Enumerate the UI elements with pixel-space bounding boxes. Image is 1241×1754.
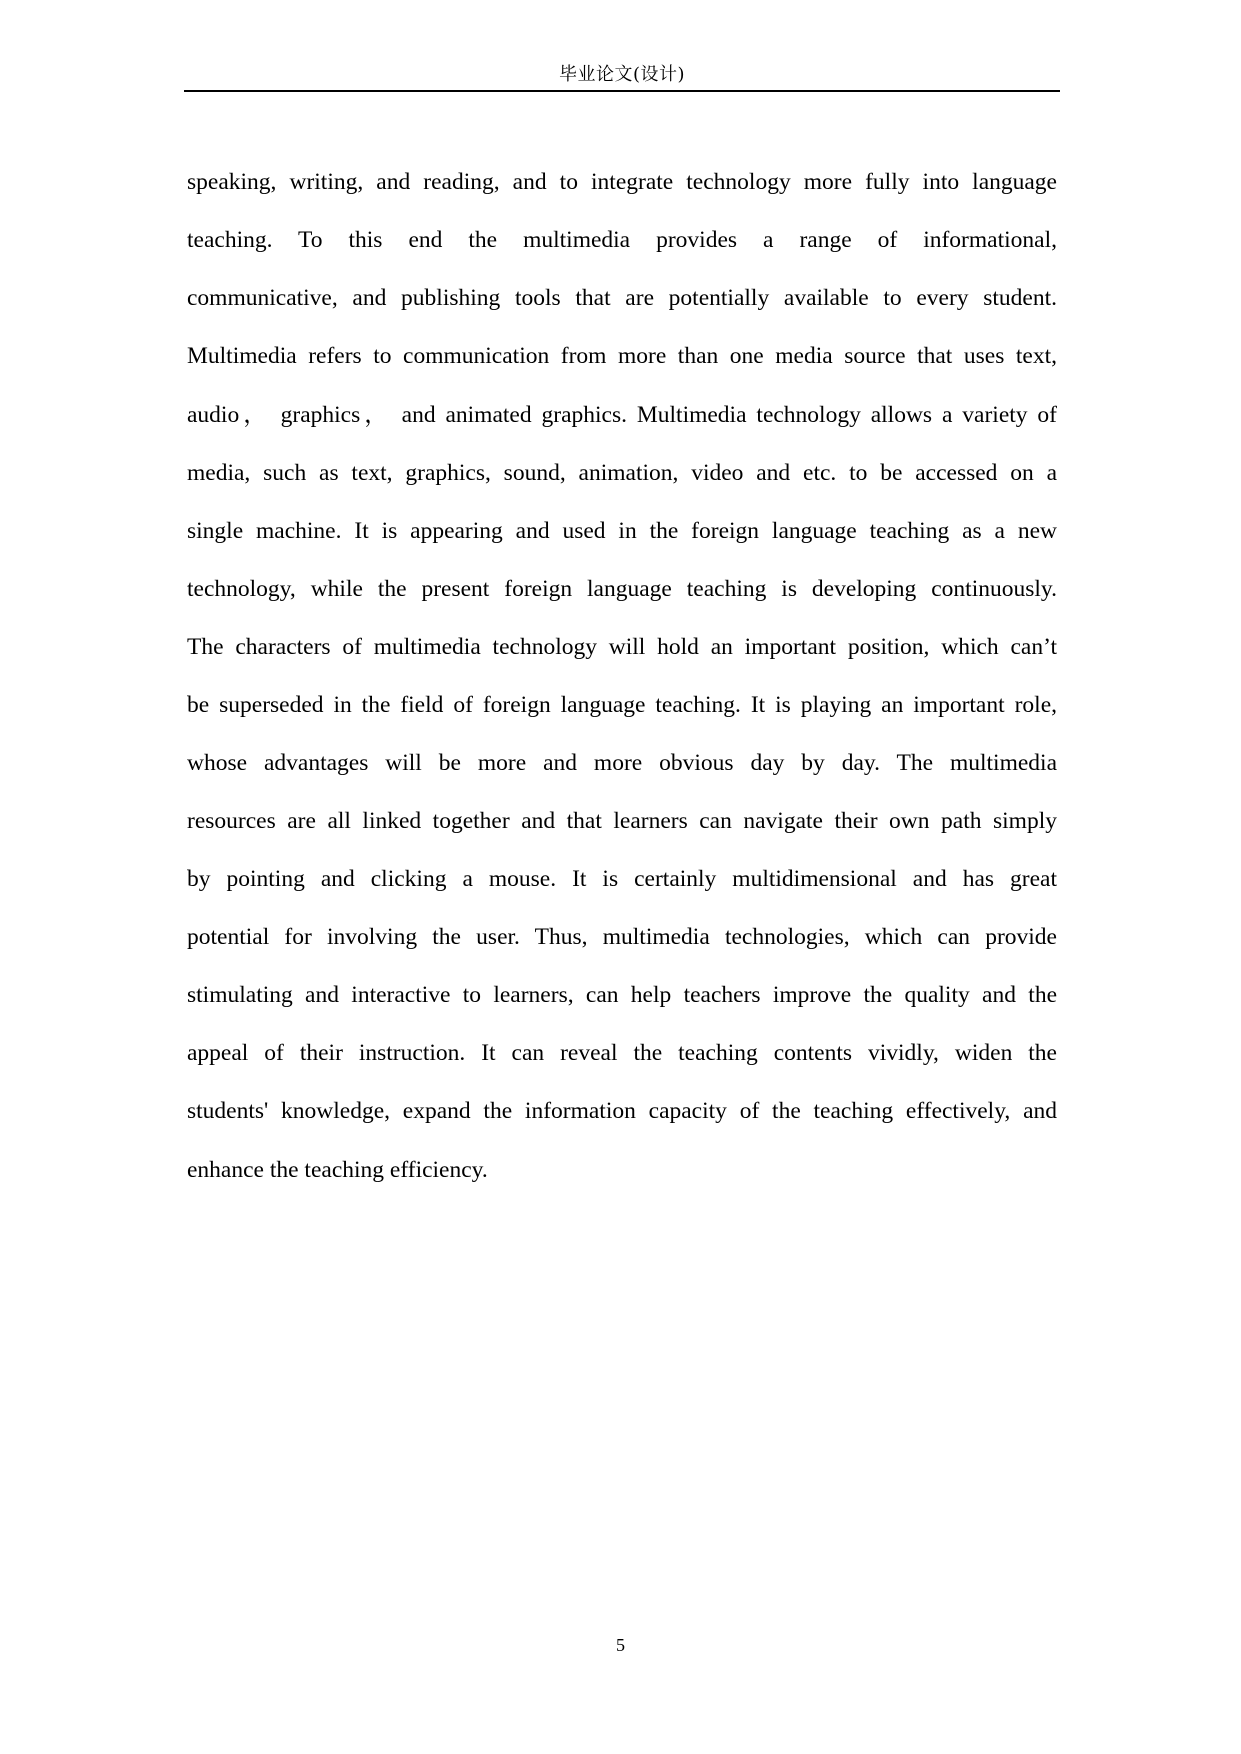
text-line: technology, while the present foreign language teaching is developing continuously. — [187, 576, 1057, 602]
running-header: 毕业论文(设计) — [558, 64, 686, 85]
text-line: whose advantages will be more and more obvious day by day. The multimedia — [187, 750, 1057, 776]
text-line: students' knowledge, expand the information capacity of the teaching effectively, and — [187, 1098, 1057, 1124]
text-line: be superseded in the field of foreign language teaching. It is playing an important role, — [187, 692, 1057, 718]
text-line: stimulating and interactive to learners, can help teachers improve the quality and the — [187, 982, 1057, 1008]
text-line: single machine. It is appearing and used in the foreign language teaching as a new — [187, 518, 1057, 544]
text-line: resources are all linked together and that learners can navigate their own path simply — [187, 808, 1057, 834]
text-line: potential for involving the user. Thus, multimedia technologies, which can provide — [187, 924, 1057, 950]
text-line: audio， graphics， and animated graphics. Multimedia technology allows a variety of — [187, 402, 1057, 428]
text-line: Multimedia refers to communication from more than one media source that uses text, — [187, 343, 1057, 369]
page-number: 5 — [616, 1635, 625, 1655]
header-rule — [184, 90, 1060, 92]
text-line: by pointing and clicking a mouse. It is certainly multidimensional and has great — [187, 866, 1057, 892]
text-line: The characters of multimedia technology will hold an important position, which can’t — [187, 634, 1057, 660]
text-line: communicative, and publishing tools that are potentially available to every student. — [187, 285, 1057, 311]
text-line: media, such as text, graphics, sound, animation, video and etc. to be accessed on a — [187, 460, 1057, 486]
text-line: enhance the teaching efficiency. — [187, 1157, 488, 1183]
text-line: speaking, writing, and reading, and to integrate technology more fully into language — [187, 169, 1057, 195]
text-line: appeal of their instruction. It can reveal the teaching contents vividly, widen the — [187, 1040, 1057, 1066]
text-line: teaching. To this end the multimedia provides a range of informational, — [187, 227, 1057, 253]
